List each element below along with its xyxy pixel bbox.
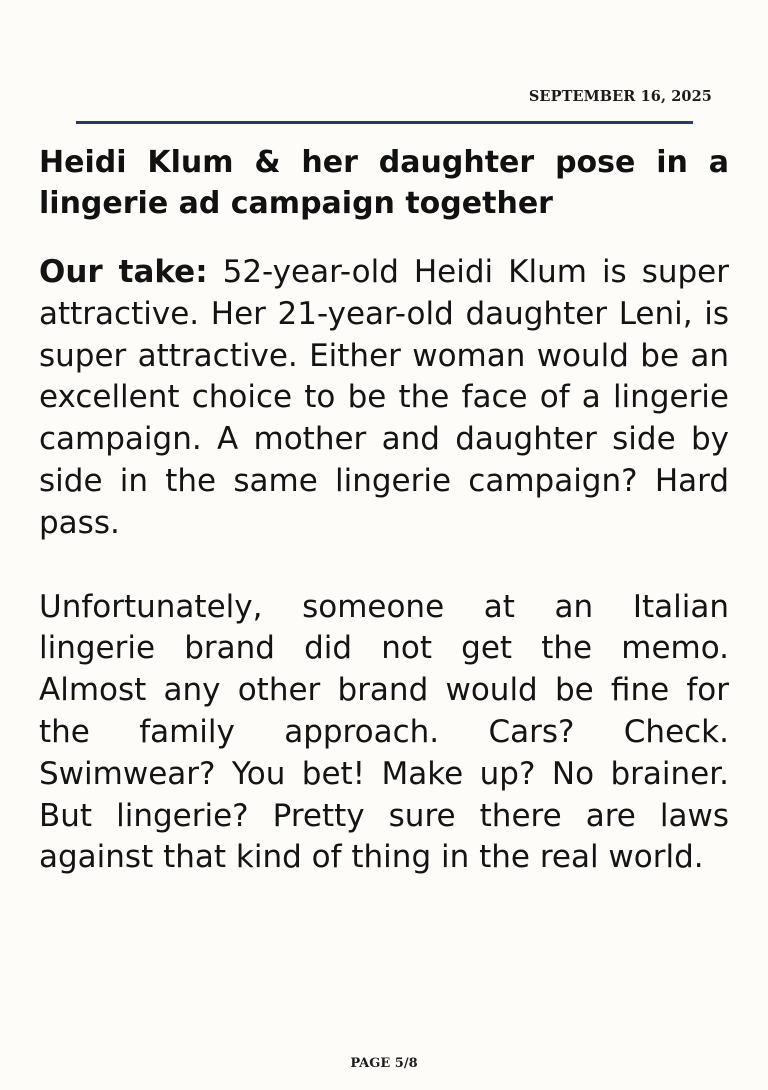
article-paragraph-2: Unfortunately, someone at an Italian lingerie brand did not get the memo. Almost any other brand would be fine for the family approach. Cars? Check. Swimwear? You bet! Make up? No brainer. But lingerie? Pretty sure there are laws against that kind of thing in the real world. xyxy=(39,588,729,876)
publication-date: SEPTEMBER 16, 2025 xyxy=(528,88,712,105)
article-paragraph-1 xyxy=(39,252,729,545)
paragraph-1-text: 52-year-old Heidi Klum is super attractive. Her 21-year-old daughter Leni, is super attractive. Either woman would be an excellent choice to be the face of a lingerie campaign. A mother and daughter side by side in the same lingerie campaign? Hard pass. xyxy=(39,254,729,541)
article-body xyxy=(39,142,729,879)
page-number: PAGE 5/8 xyxy=(350,1056,418,1071)
header-divider xyxy=(76,121,693,124)
lead-label: Our take: xyxy=(39,254,208,290)
article-headline: Heidi Klum & her daughter pose in a lingerie ad campaign together xyxy=(39,145,729,221)
